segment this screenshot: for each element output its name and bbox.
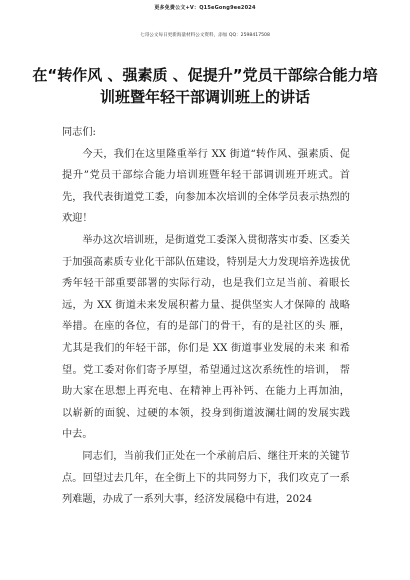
top-banner: 更多免费公文+V：Q15eGong9ee2024 xyxy=(154,5,256,11)
paragraph-2: 举办这次培训班，是街道党工委深入贯彻落实市委、区委关于加强高素质专业化干部队伍建设，特别是大力发现培养选拔优秀年轻干部重要部署的实际行动，也是我们立足当前、着眼长远，为 XX 街道未来发展积蓄力量、提供坚实人才保障的 战略举措。在座的各位，有的是部门的骨干，有的是社区的头 雁，尤其是我们的年轻干部，你们是 XX 街道事业发展的未来 和希望。党工委对你们寄予厚望，希望通过这次系统性的培训， 帮助大家在思想上再充电、在精神上再补钙、在能力上再加油， 以崭新的面貌、过硬的本领，投身到街道波澜壮阔的发展实践 中去。 xyxy=(62,234,350,441)
greeting: 同志们: xyxy=(62,127,96,138)
document-body xyxy=(62,122,350,511)
paragraph-3: 同志们，当前我们正处在一个承前启后、继往开来的关键节点。回望过去几年，在全街上下的共同努力下，我们攻克了一系列难题，办成了一系列大事，经济发展稳中有进，2024 xyxy=(62,450,350,506)
paragraph-1: 今天，我们在这里隆重举行 XX 街道“转作风、强素质、促提升”党员干部综合能力培训班暨年轻干部调训班开班式。首先，我代表街道党工委，向参加本次培训的全体学员表示热烈的欢迎！ xyxy=(62,148,350,225)
sub-banner: 七哥公文每日更新海量材料公文资料，添加 QQ：2598417508 xyxy=(140,33,270,38)
document-title: 在“转作风 、强素质 、促提升”党员干部综合能力培训班暨年轻干部调训班上的讲话 xyxy=(32,66,378,106)
